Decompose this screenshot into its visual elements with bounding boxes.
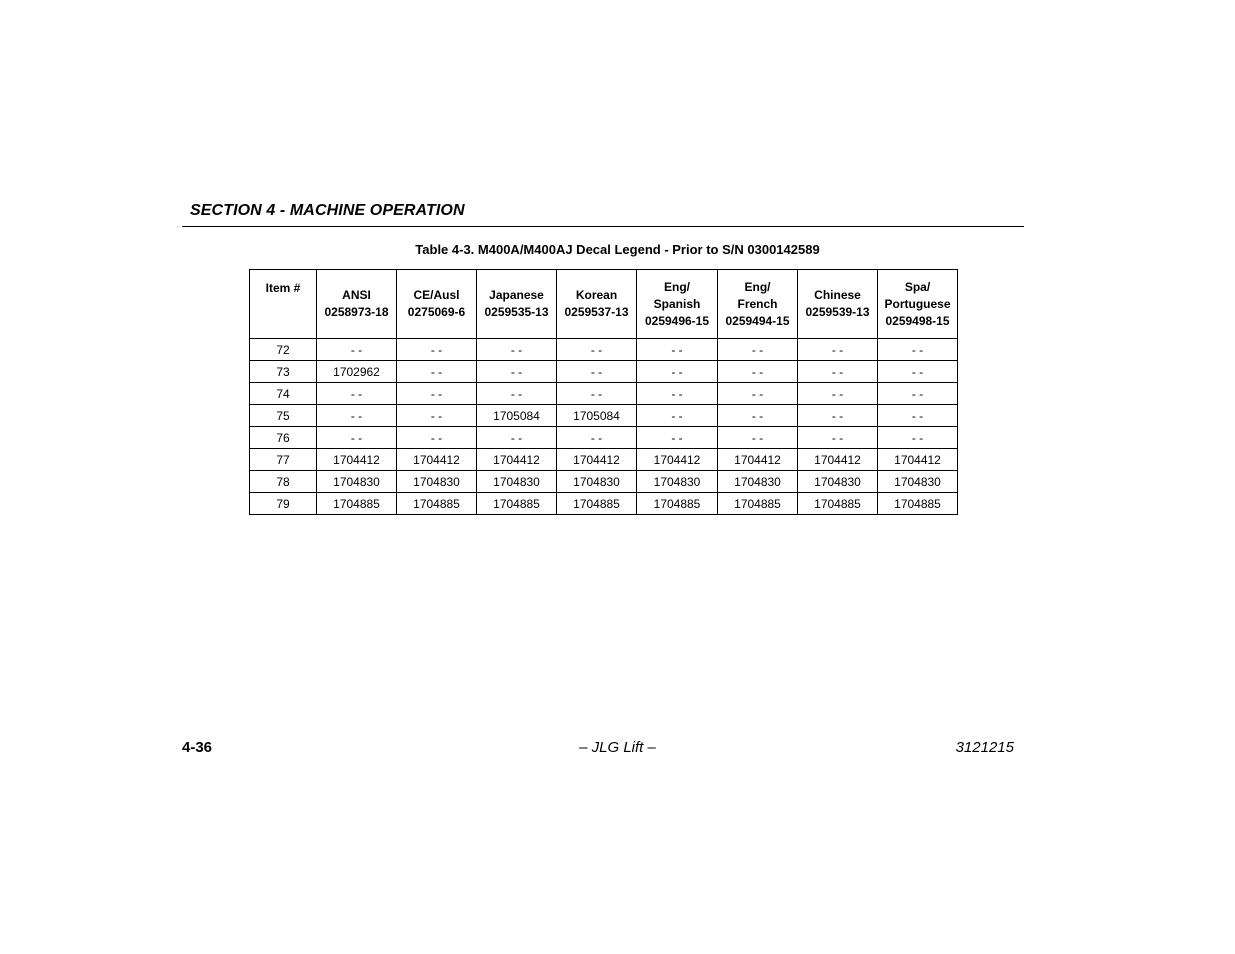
- decal-part-cell: 1704830: [878, 471, 958, 493]
- item-number-cell: 74: [250, 383, 317, 405]
- decal-part-cell: 1704412: [557, 449, 637, 471]
- column-header-line: 0259496-15: [644, 313, 710, 328]
- column-header-line: Eng/: [744, 279, 771, 294]
- item-number-cell: 76: [250, 427, 317, 449]
- decal-part-cell: - -: [397, 383, 477, 405]
- decal-part-cell: - -: [718, 405, 798, 427]
- column-header-line: ANSI: [342, 288, 371, 302]
- column-header-line: French: [737, 296, 778, 311]
- column-header: [557, 270, 637, 339]
- decal-part-cell: 1702962: [317, 361, 397, 383]
- column-header: [718, 270, 798, 339]
- column-header: [878, 270, 958, 339]
- table-header-row: [250, 270, 958, 339]
- decal-part-cell: - -: [637, 339, 718, 361]
- column-header-line: 0259535-13: [484, 305, 549, 319]
- decal-part-cell: - -: [878, 361, 958, 383]
- decal-part-cell: - -: [718, 383, 798, 405]
- decal-part-cell: 1704885: [317, 493, 397, 515]
- decal-part-cell: 1704412: [397, 449, 477, 471]
- decal-part-cell: 1704830: [477, 471, 557, 493]
- column-header-line: 0259494-15: [725, 313, 790, 328]
- table-row: [250, 361, 958, 383]
- decal-part-cell: - -: [317, 383, 397, 405]
- column-header-line: Chinese: [814, 288, 861, 302]
- column-header: [397, 270, 477, 339]
- decal-part-cell: - -: [557, 427, 637, 449]
- column-header-line: 0259498-15: [885, 313, 950, 328]
- decal-part-cell: - -: [477, 427, 557, 449]
- item-number-cell: 78: [250, 471, 317, 493]
- decal-part-cell: 1704885: [477, 493, 557, 515]
- footer-publisher: – JLG Lift –: [579, 739, 656, 756]
- decal-part-cell: - -: [477, 361, 557, 383]
- decal-part-cell: - -: [317, 405, 397, 427]
- column-header-line: 0259537-13: [564, 305, 629, 319]
- decal-part-cell: 1704885: [397, 493, 477, 515]
- decal-part-cell: 1704830: [718, 471, 798, 493]
- decal-part-cell: - -: [718, 427, 798, 449]
- column-header-line: CE/Ausl: [413, 288, 460, 302]
- column-header-line: Japanese: [489, 288, 544, 302]
- table-row: [250, 383, 958, 405]
- decal-part-cell: 1704885: [878, 493, 958, 515]
- column-header-line: 0275069-6: [407, 305, 466, 319]
- decal-part-cell: 1705084: [477, 405, 557, 427]
- decal-part-cell: 1705084: [557, 405, 637, 427]
- column-header-line: Eng/: [664, 279, 690, 294]
- column-header: [637, 270, 718, 339]
- table-row: [250, 405, 958, 427]
- table-row: [250, 339, 958, 361]
- decal-part-cell: - -: [798, 405, 878, 427]
- page-number: 4-36: [182, 739, 213, 756]
- decal-part-cell: - -: [718, 339, 798, 361]
- decal-part-cell: - -: [878, 405, 958, 427]
- column-header: [317, 270, 397, 339]
- decal-part-cell: - -: [557, 339, 637, 361]
- decal-part-cell: 1704885: [637, 493, 718, 515]
- column-header-line: Item #: [265, 281, 301, 295]
- decal-part-cell: - -: [477, 339, 557, 361]
- item-number-cell: 79: [250, 493, 317, 515]
- header-divider: [182, 226, 1024, 227]
- decal-part-cell: - -: [397, 339, 477, 361]
- column-header-line: Korean: [575, 288, 618, 302]
- decal-part-cell: - -: [637, 383, 718, 405]
- decal-part-cell: 1704412: [718, 449, 798, 471]
- decal-part-cell: - -: [718, 361, 798, 383]
- decal-part-cell: - -: [798, 427, 878, 449]
- decal-part-cell: 1704885: [557, 493, 637, 515]
- decal-part-cell: - -: [637, 405, 718, 427]
- column-header: [477, 270, 557, 339]
- column-header-line: Spa/: [904, 279, 931, 294]
- decal-part-cell: 1704885: [718, 493, 798, 515]
- decal-part-cell: - -: [397, 427, 477, 449]
- item-number-cell: 77: [250, 449, 317, 471]
- decal-part-cell: - -: [798, 339, 878, 361]
- decal-part-cell: - -: [397, 405, 477, 427]
- decal-part-cell: 1704830: [798, 471, 878, 493]
- decal-part-cell: 1704830: [397, 471, 477, 493]
- table-row: [250, 427, 958, 449]
- column-header: [798, 270, 878, 339]
- item-number-cell: 72: [250, 339, 317, 361]
- decal-part-cell: 1704885: [798, 493, 878, 515]
- decal-part-cell: 1704412: [637, 449, 718, 471]
- decal-part-cell: 1704412: [477, 449, 557, 471]
- decal-part-cell: - -: [317, 427, 397, 449]
- document-number: 3121215: [955, 739, 1014, 756]
- column-header-item: [250, 270, 317, 339]
- decal-part-cell: - -: [878, 339, 958, 361]
- table-title: Table 4-3. M400A/M400AJ Decal Legend - Prior to S/N 0300142589: [415, 242, 820, 257]
- item-number-cell: 75: [250, 405, 317, 427]
- decal-part-cell: - -: [798, 383, 878, 405]
- decal-part-cell: - -: [397, 361, 477, 383]
- decal-part-cell: - -: [637, 427, 718, 449]
- decal-part-cell: - -: [557, 361, 637, 383]
- table-row: [250, 471, 958, 493]
- decal-part-cell: - -: [557, 383, 637, 405]
- decal-part-cell: 1704830: [637, 471, 718, 493]
- decal-part-cell: 1704412: [798, 449, 878, 471]
- decal-legend-table: [249, 269, 958, 515]
- decal-part-cell: - -: [878, 383, 958, 405]
- item-number-cell: 73: [250, 361, 317, 383]
- decal-part-cell: - -: [477, 383, 557, 405]
- column-header-line: 0258973-18: [324, 305, 389, 319]
- section-title: SECTION 4 - MACHINE OPERATION: [190, 202, 465, 219]
- table-row: [250, 449, 958, 471]
- table-row: [250, 493, 958, 515]
- decal-part-cell: - -: [317, 339, 397, 361]
- decal-part-cell: - -: [798, 361, 878, 383]
- decal-part-cell: 1704830: [317, 471, 397, 493]
- decal-part-cell: 1704830: [557, 471, 637, 493]
- decal-part-cell: 1704412: [878, 449, 958, 471]
- column-header-line: Portuguese: [884, 296, 951, 311]
- table-body: [250, 339, 958, 515]
- decal-part-cell: 1704412: [317, 449, 397, 471]
- column-header-line: Spanish: [653, 296, 701, 311]
- decal-part-cell: - -: [878, 427, 958, 449]
- column-header-line: 0259539-13: [805, 305, 870, 319]
- decal-part-cell: - -: [637, 361, 718, 383]
